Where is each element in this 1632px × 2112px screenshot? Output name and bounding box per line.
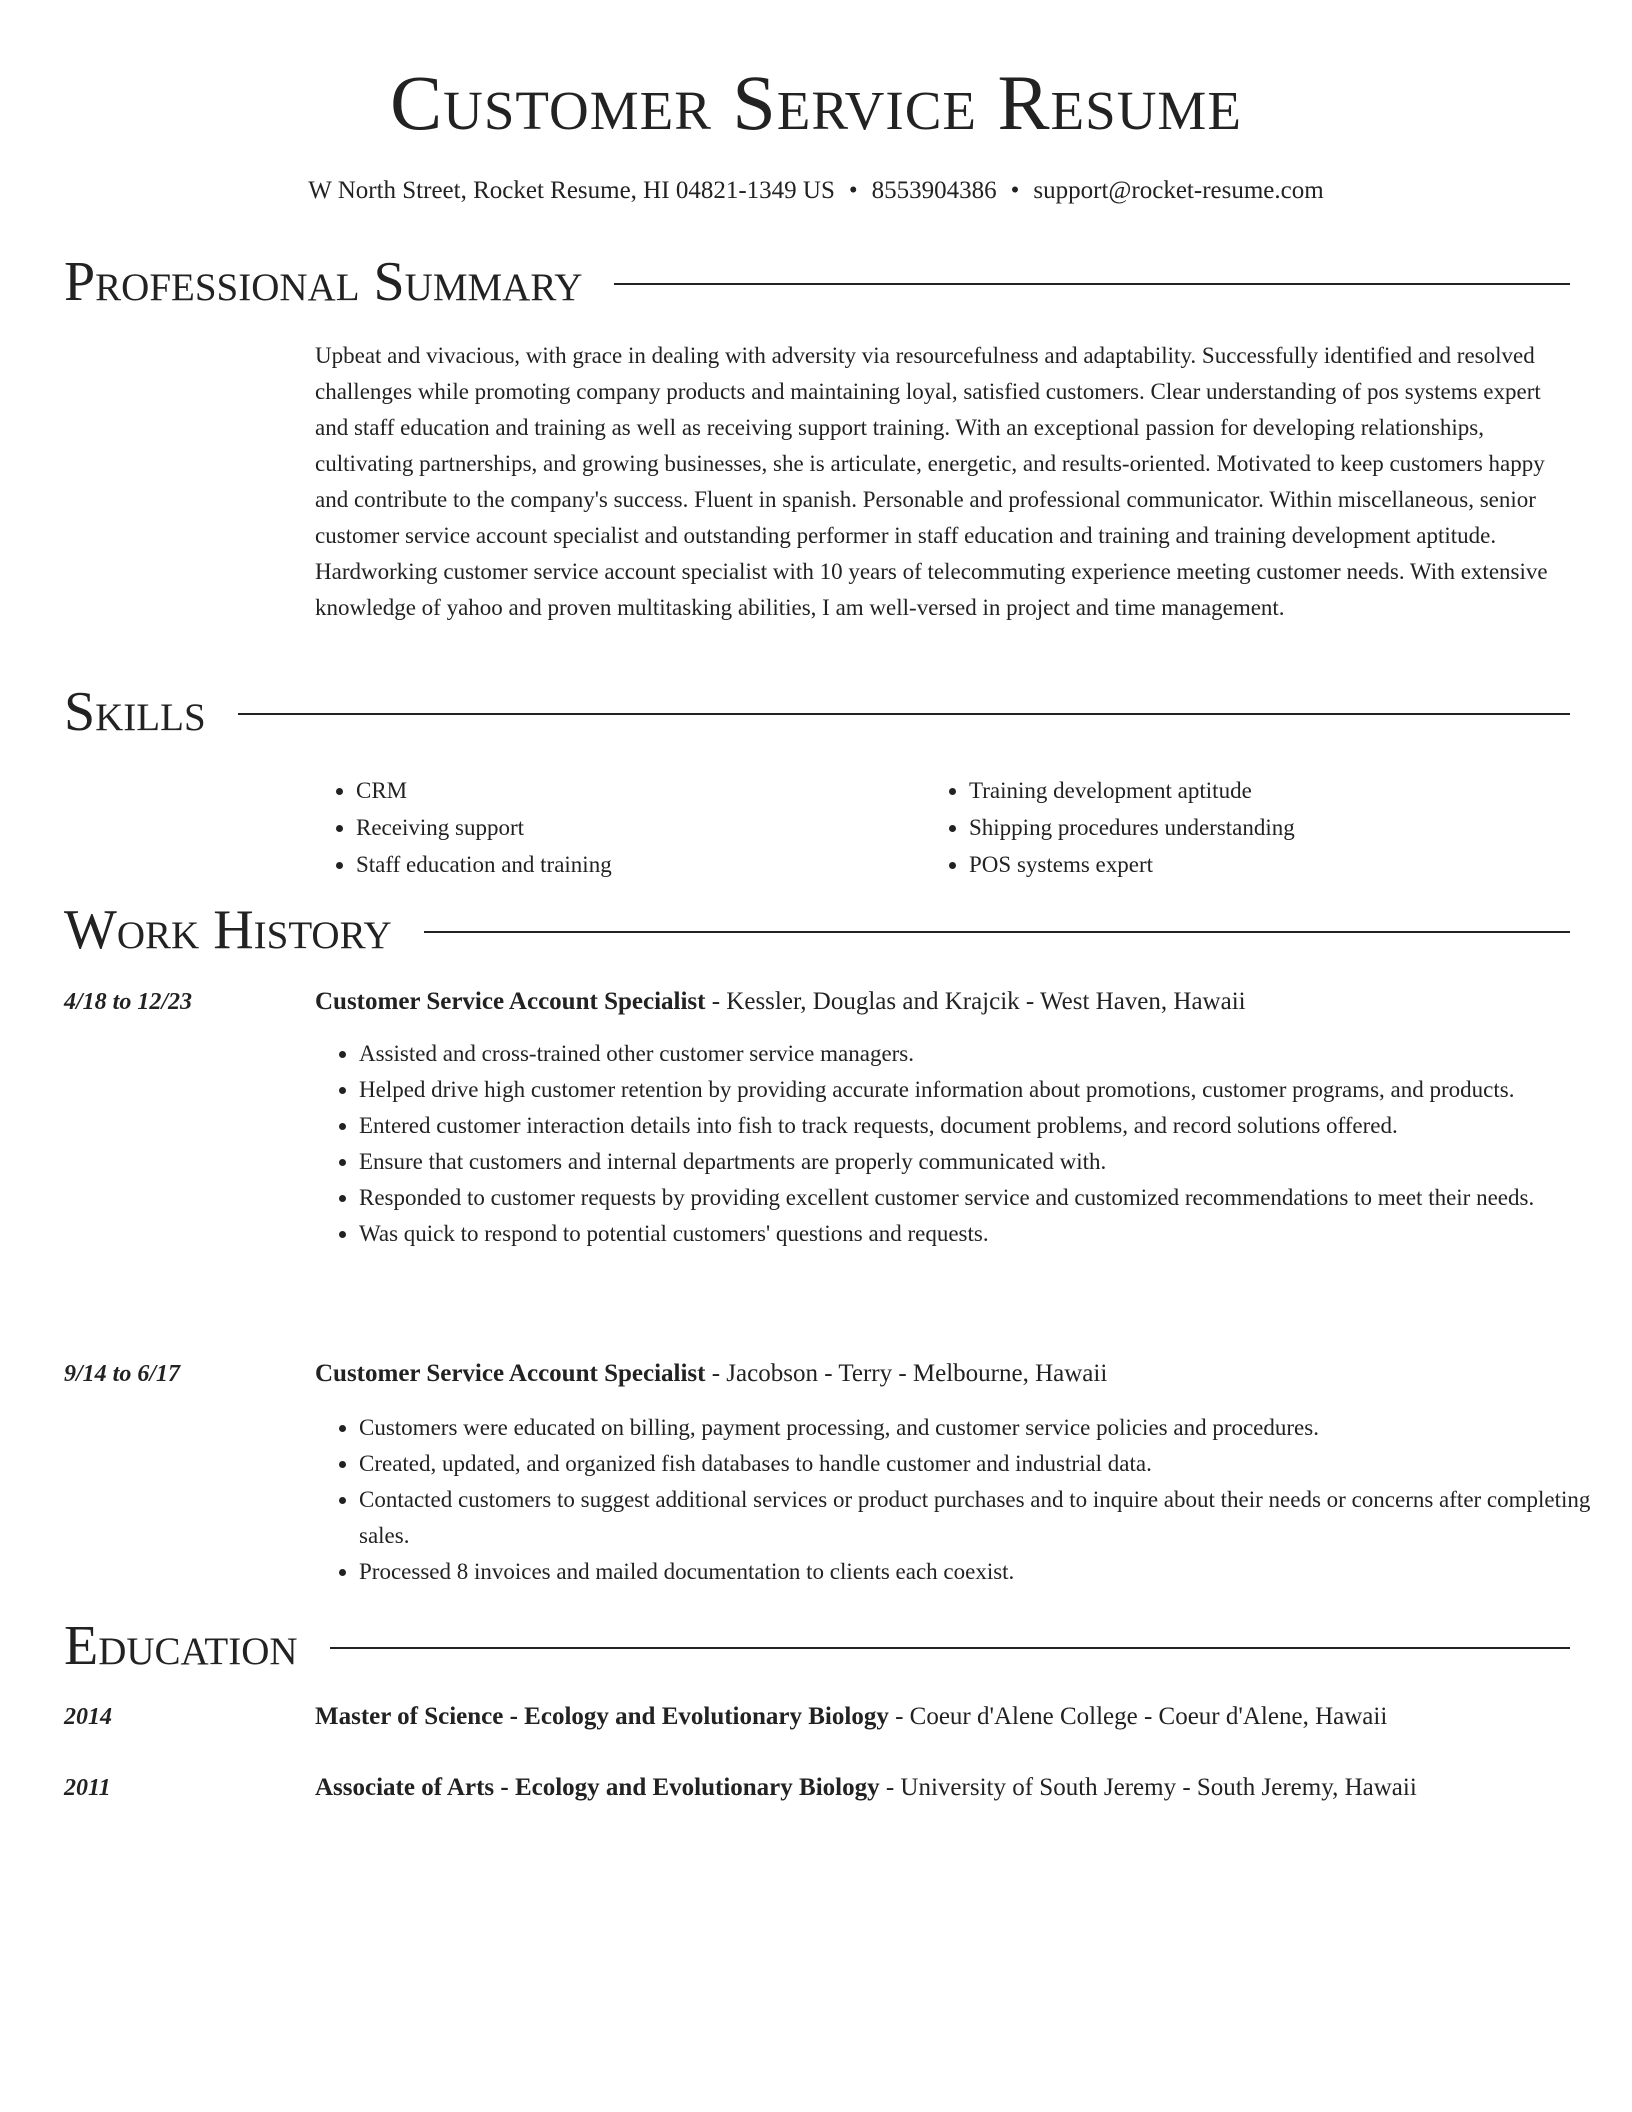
job-bullet: • Helped drive high customer retention by providing accurate information about promotions, customer programs, and products. — [359, 1072, 1617, 1108]
job-bullet: • Entered customer interaction details into fish to track requests, document problems, and record solutions offered. — [359, 1108, 1617, 1144]
education-entry — [315, 1700, 1573, 1734]
job-bullets — [315, 1036, 1617, 1252]
education-school: - University of South Jeremy - South Jeremy, Hawaii — [879, 1774, 1417, 1801]
education-school: - Coeur d'Alene College - Coeur d'Alene, Hawaii — [888, 1703, 1388, 1730]
job-heading — [315, 985, 1573, 1019]
contact-line — [0, 174, 1632, 208]
education-degree: Associate of Arts - Ecology and Evolutionary Biology — [315, 1774, 880, 1801]
section-divider — [614, 283, 1570, 285]
job-bullet: • Processed 8 invoices and mailed documentation to clients each coexist. — [359, 1554, 1617, 1590]
job-bullet: • Ensure that customers and internal departments are properly communicated with. — [359, 1144, 1617, 1180]
education-degree: Master of Science - Ecology and Evolutionary Biology — [315, 1703, 889, 1730]
skill-item: • CRM — [356, 772, 612, 809]
education-year: 2011 — [64, 1775, 111, 1801]
contact-separator: • — [848, 177, 858, 204]
skill-item: • Training development aptitude — [969, 772, 1295, 809]
section-header-summary — [64, 250, 1570, 314]
section-divider — [238, 713, 1570, 715]
contact-email: support@rocket-resume.com — [1033, 177, 1324, 204]
contact-phone: 8553904386 — [871, 177, 997, 204]
job-title: Customer Service Account Specialist — [315, 988, 706, 1015]
job-dates: 4/18 to 12/23 — [64, 989, 193, 1015]
skills-list-left — [312, 772, 612, 883]
job-bullet: • Contacted customers to suggest additional services or product purchases and to inquire about their needs or concerns after completing sales. — [359, 1482, 1617, 1554]
summary-text: Upbeat and vivacious, with grace in dealing with adversity via resourcefulness and adaptability. Successfully identified and resolved challenges while promoting company products and maintaining loyal, satisfied customers. Clear understanding of pos systems expert and staff education and training as well as receiving support training. With an exceptional passion for developing relationships, cultivating partnerships, and growing businesses, she is articulate, energetic, and results-oriented. Motivated to keep customers happy and contribute to the company's success. Fluent in spanish. Personable and professional communicator. Within miscellaneous, senior customer service account specialist and outstanding performer in staff education and training and training development aptitude. Hardworking customer service account specialist with 10 years of telecommuting experience meeting customer needs. With extensive knowledge of yahoo and proven multitasking abilities, I am well-versed in project and time management. — [315, 343, 1548, 620]
skills-list-right — [925, 772, 1295, 883]
skill-item: • Staff education and training — [356, 846, 612, 883]
job-employer: - Jacobson - Terry - Melbourne, Hawaii — [705, 1360, 1108, 1387]
education-year: 2014 — [64, 1704, 112, 1730]
job-bullet: • Created, updated, and organized fish databases to handle customer and industrial data. — [359, 1446, 1617, 1482]
section-header-education — [64, 1614, 1570, 1678]
section-title-work: Work History — [64, 899, 392, 961]
skill-item: • POS systems expert — [969, 846, 1295, 883]
skill-item: • Shipping procedures understanding — [969, 809, 1295, 846]
education-entry — [315, 1771, 1573, 1805]
job-title: Customer Service Account Specialist — [315, 1360, 706, 1387]
job-employer: - Kessler, Douglas and Krajcik - West Haven, Hawaii — [705, 988, 1246, 1015]
job-dates: 9/14 to 6/17 — [64, 1361, 181, 1387]
section-title-skills: Skills — [64, 681, 206, 743]
contact-separator: • — [1010, 177, 1020, 204]
job-bullets — [315, 1410, 1617, 1590]
section-header-skills — [64, 680, 1570, 744]
job-bullet: • Responded to customer requests by providing excellent customer service and customized recommendations to meet their needs. — [359, 1180, 1617, 1216]
job-bullet: • Customers were educated on billing, payment processing, and customer service policies and procedures. — [359, 1410, 1617, 1446]
section-divider — [424, 931, 1570, 933]
section-title-education: Education — [64, 1615, 298, 1677]
resume-title: Customer Service Resume — [390, 59, 1242, 146]
job-bullet: • Assisted and cross-trained other customer service managers. — [359, 1036, 1617, 1072]
job-heading — [315, 1357, 1573, 1391]
section-title-summary: Professional Summary — [64, 251, 583, 313]
contact-address: W North Street, Rocket Resume, HI 04821-1349 US — [308, 177, 835, 204]
section-header-work — [64, 898, 1570, 962]
job-bullet: • Was quick to respond to potential customers' questions and requests. — [359, 1216, 1617, 1252]
section-divider — [330, 1647, 1570, 1649]
skill-item: • Receiving support — [356, 809, 612, 846]
